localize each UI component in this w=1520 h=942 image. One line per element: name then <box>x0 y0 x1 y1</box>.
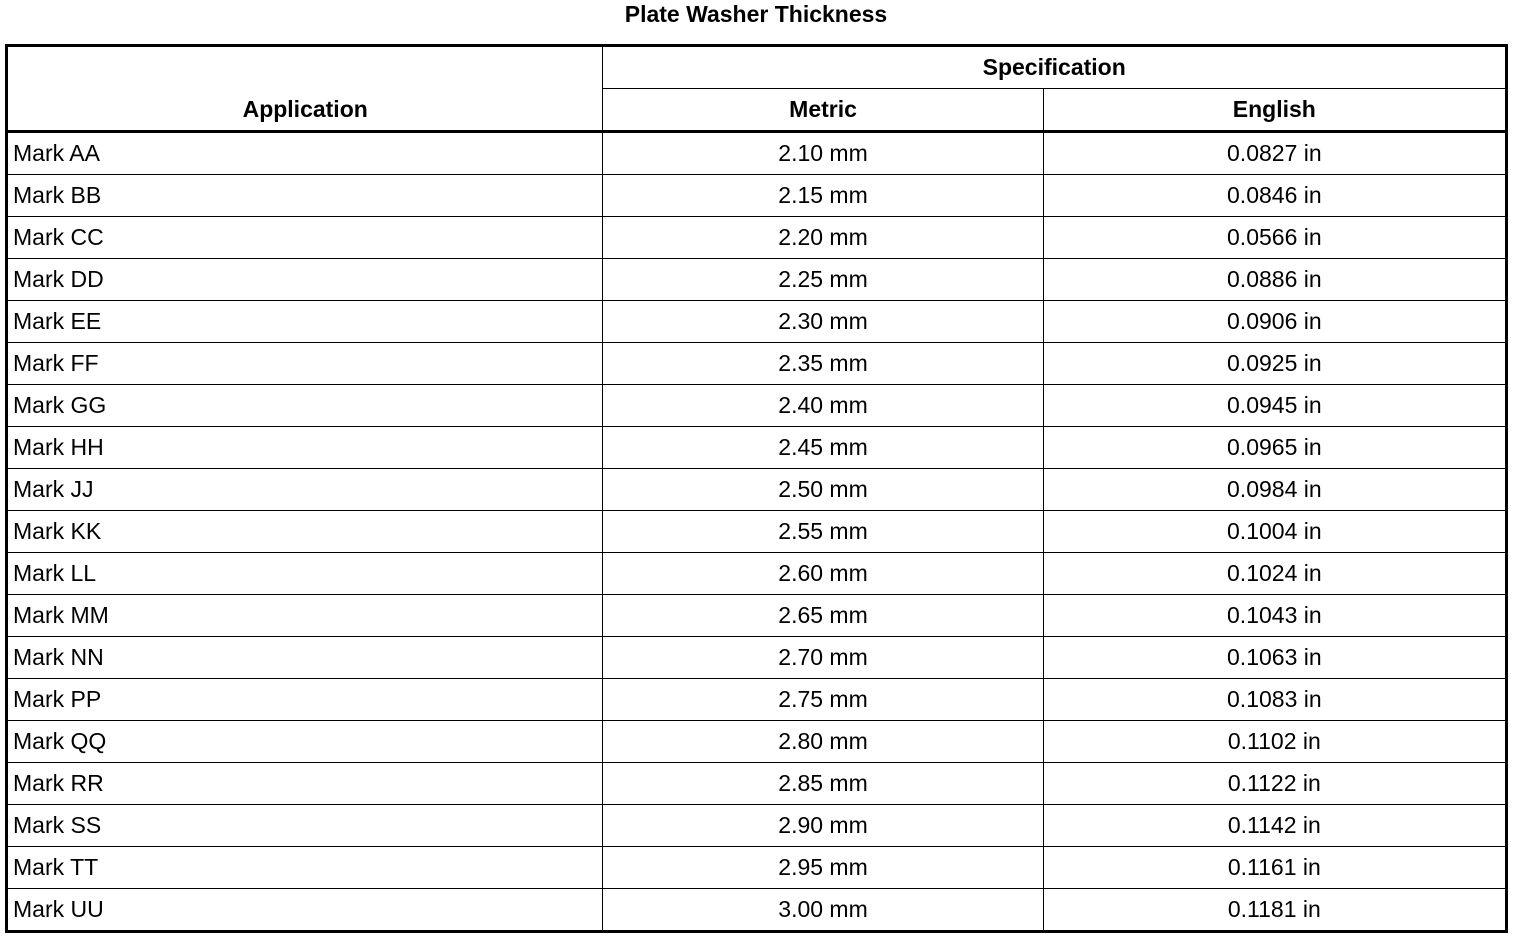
table-row <box>7 637 1507 679</box>
cell-metric: 2.60 mm <box>603 553 1043 595</box>
cell-application: Mark BB <box>7 175 603 217</box>
cell-metric: 2.45 mm <box>603 427 1043 469</box>
cell-application: Mark QQ <box>7 721 603 763</box>
table-body <box>7 132 1507 932</box>
cell-english: 0.1142 in <box>1043 805 1506 847</box>
cell-metric: 2.90 mm <box>603 805 1043 847</box>
table-row <box>7 217 1507 259</box>
cell-english: 0.1181 in <box>1043 889 1506 932</box>
cell-english: 0.0945 in <box>1043 385 1506 427</box>
cell-application: Mark MM <box>7 595 603 637</box>
cell-english: 0.0886 in <box>1043 259 1506 301</box>
cell-application: Mark CC <box>7 217 603 259</box>
cell-metric: 2.20 mm <box>603 217 1043 259</box>
cell-english: 0.1122 in <box>1043 763 1506 805</box>
cell-application: Mark PP <box>7 679 603 721</box>
table-row <box>7 343 1507 385</box>
cell-english: 0.1161 in <box>1043 847 1506 889</box>
cell-english: 0.1004 in <box>1043 511 1506 553</box>
cell-metric: 2.55 mm <box>603 511 1043 553</box>
cell-metric: 2.25 mm <box>603 259 1043 301</box>
cell-english: 0.1043 in <box>1043 595 1506 637</box>
column-header-english: English <box>1043 89 1506 132</box>
cell-application: Mark UU <box>7 889 603 932</box>
cell-application: Mark DD <box>7 259 603 301</box>
table-row <box>7 175 1507 217</box>
table-row <box>7 553 1507 595</box>
cell-application: Mark TT <box>7 847 603 889</box>
cell-application: Mark RR <box>7 763 603 805</box>
table-row <box>7 301 1507 343</box>
header-row-top <box>7 46 1507 89</box>
table-row <box>7 763 1507 805</box>
table-row <box>7 847 1507 889</box>
table-row <box>7 889 1507 932</box>
spec-table <box>5 44 1508 933</box>
column-header-application: Application <box>7 46 603 132</box>
table-row <box>7 679 1507 721</box>
cell-application: Mark EE <box>7 301 603 343</box>
cell-metric: 2.70 mm <box>603 637 1043 679</box>
cell-application: Mark LL <box>7 553 603 595</box>
cell-metric: 2.40 mm <box>603 385 1043 427</box>
cell-english: 0.1063 in <box>1043 637 1506 679</box>
table-row <box>7 259 1507 301</box>
page-title: Plate Washer Thickness <box>624 1 888 27</box>
table-row <box>7 469 1507 511</box>
table-row <box>7 385 1507 427</box>
cell-english: 0.0906 in <box>1043 301 1506 343</box>
table-header <box>7 46 1507 132</box>
cell-application: Mark GG <box>7 385 603 427</box>
cell-english: 0.0925 in <box>1043 343 1506 385</box>
table-row <box>7 132 1507 175</box>
cell-english: 0.0846 in <box>1043 175 1506 217</box>
cell-english: 0.0566 in <box>1043 217 1506 259</box>
cell-application: Mark HH <box>7 427 603 469</box>
table-row <box>7 721 1507 763</box>
table-row <box>7 805 1507 847</box>
table-row <box>7 595 1507 637</box>
cell-metric: 2.65 mm <box>603 595 1043 637</box>
cell-english: 0.0965 in <box>1043 427 1506 469</box>
cell-metric: 2.35 mm <box>603 343 1043 385</box>
column-header-metric: Metric <box>603 89 1043 132</box>
cell-english: 0.1024 in <box>1043 553 1506 595</box>
cell-application: Mark AA <box>7 132 603 175</box>
column-header-specification: Specification <box>603 46 1507 89</box>
cell-metric: 2.30 mm <box>603 301 1043 343</box>
cell-english: 0.1102 in <box>1043 721 1506 763</box>
table-row <box>7 511 1507 553</box>
cell-application: Mark KK <box>7 511 603 553</box>
cell-application: Mark FF <box>7 343 603 385</box>
cell-metric: 2.75 mm <box>603 679 1043 721</box>
cell-metric: 3.00 mm <box>603 889 1043 932</box>
cell-application: Mark SS <box>7 805 603 847</box>
cell-metric: 2.95 mm <box>603 847 1043 889</box>
cell-metric: 2.50 mm <box>603 469 1043 511</box>
cell-english: 0.0984 in <box>1043 469 1506 511</box>
table-row <box>7 427 1507 469</box>
cell-metric: 2.85 mm <box>603 763 1043 805</box>
cell-application: Mark NN <box>7 637 603 679</box>
cell-metric: 2.15 mm <box>603 175 1043 217</box>
cell-english: 0.0827 in <box>1043 132 1506 175</box>
cell-metric: 2.80 mm <box>603 721 1043 763</box>
cell-english: 0.1083 in <box>1043 679 1506 721</box>
cell-application: Mark JJ <box>7 469 603 511</box>
cell-metric: 2.10 mm <box>603 132 1043 175</box>
